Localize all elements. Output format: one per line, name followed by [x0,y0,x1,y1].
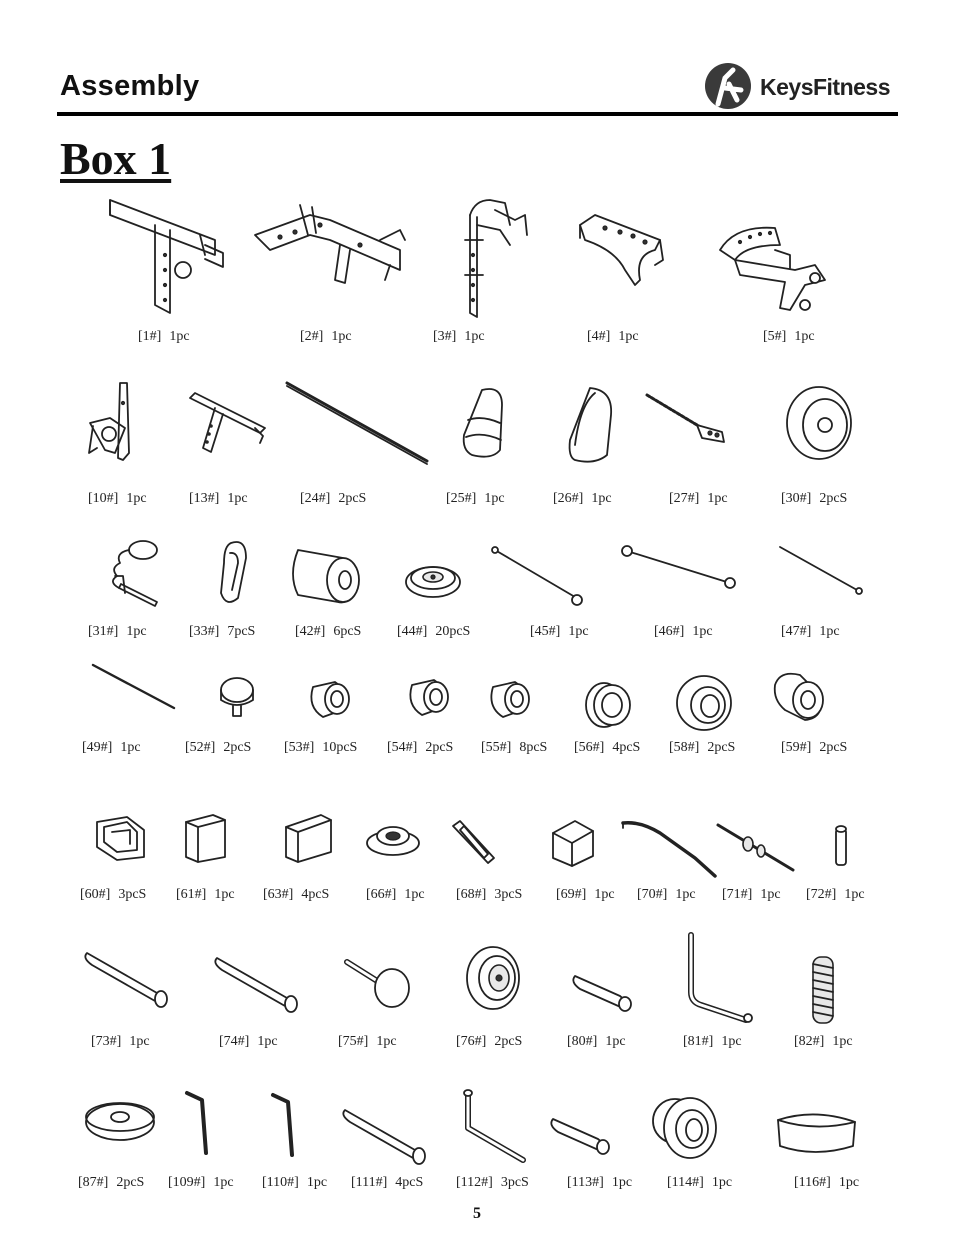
part-drawing [342,952,412,1008]
part-number: [3#] [433,329,457,344]
part-drawing [715,220,830,315]
part-quantity: 1pc [707,491,728,506]
part-quantity: 1pc [227,491,248,506]
part-quantity: 1pc [721,1034,742,1049]
part-caption [781,624,840,640]
part-number: [113#] [567,1175,604,1190]
part-quantity: 1pc [819,624,840,639]
part-number: [112#] [456,1175,493,1190]
part-number: [69#] [556,887,587,902]
part-drawing [810,952,836,1026]
part-caption [433,329,485,345]
part-quantity: 4pcS [612,740,641,755]
part-caption [189,624,255,640]
part-drawing [612,543,742,591]
part-caption [80,887,146,903]
part-number: [10#] [88,491,119,506]
part-quantity: 1pc [611,1175,633,1190]
part-quantity: 1pc [692,624,713,639]
part-caption [794,1175,859,1191]
part-quantity: 1pc [794,329,815,344]
part-drawing [212,950,300,1008]
part-quantity: 1pc [675,887,696,902]
part-number: [56#] [574,740,605,755]
part-number: [27#] [669,491,700,506]
part-number: [30#] [781,491,812,506]
part-drawing [550,818,595,868]
part-number: [49#] [82,740,113,755]
part-number: [110#] [262,1175,299,1190]
part-caption [637,887,696,903]
part-number: [82#] [794,1034,825,1049]
part-caption [530,624,589,640]
part-quantity: 3pcS [118,887,147,902]
part-caption [185,740,251,756]
part-quantity: 1pc [711,1175,733,1190]
part-drawing [455,195,530,320]
part-number: [66#] [366,887,397,902]
part-quantity: 1pc [404,887,425,902]
part-caption [446,491,505,507]
part-caption [794,1034,853,1050]
part-drawing [365,823,421,857]
part-number: [25#] [446,491,477,506]
part-number: [109#] [168,1175,206,1190]
part-number: [68#] [456,887,487,902]
part-drawing [288,540,366,605]
part-drawing [650,1096,722,1160]
part-caption [300,329,352,345]
part-caption [82,740,141,756]
part-caption [574,740,640,756]
brand-logo [703,60,903,112]
part-drawing [686,930,756,1028]
box-title: Box 1 [60,133,172,184]
brand-name: KeysFitness [760,74,891,100]
part-drawing [582,677,634,727]
part-caption [219,1034,278,1050]
part-caption [300,491,366,507]
part-drawing [458,1088,533,1166]
part-caption [295,624,361,640]
part-drawing [283,812,333,864]
part-quantity: 2pcS [223,740,252,755]
part-number: [76#] [456,1034,487,1049]
part-quantity: 3pcS [494,887,523,902]
part-quantity: 1pc [605,1034,626,1049]
part-quantity: 10pcS [322,740,358,755]
part-number: [47#] [781,624,812,639]
part-quantity: 1pc [484,491,505,506]
part-quantity: 1pc [376,1034,397,1049]
part-caption [587,329,639,345]
part-caption [351,1175,423,1191]
part-caption [456,1034,522,1050]
part-quantity: 1pc [844,887,865,902]
part-caption [567,1034,626,1050]
part-quantity: 1pc [838,1175,860,1190]
part-drawing [182,1088,216,1158]
part-caption [669,740,735,756]
part-quantity: 1pc [594,887,615,902]
part-number: [1#] [138,329,162,344]
part-number: [60#] [80,887,111,902]
part-number: [75#] [338,1034,369,1049]
part-quantity: 1pc [568,624,589,639]
part-drawing [775,1110,860,1156]
part-drawing [217,672,259,724]
part-drawing [105,195,225,315]
part-drawing [485,677,531,719]
part-quantity: 1pc [306,1175,328,1190]
part-caption [78,1175,144,1191]
part-number: [53#] [284,740,315,755]
part-caption [456,887,522,903]
part-drawing [832,824,850,868]
part-caption [456,1175,529,1191]
part-drawing [565,385,613,465]
part-quantity: 1pc [126,491,147,506]
part-drawing [92,812,147,862]
part-drawing [84,1100,156,1144]
part-drawing [642,390,730,445]
part-number: [52#] [185,740,216,755]
part-number: [55#] [481,740,512,755]
part-number: [26#] [553,491,584,506]
part-number: [5#] [763,329,787,344]
part-caption [553,491,612,507]
part-drawing [105,538,163,610]
part-drawing [675,673,733,731]
part-caption [263,887,329,903]
part-number: [33#] [189,624,220,639]
keysfitness-logo-icon [703,60,753,112]
part-drawing [405,560,461,598]
part-caption [763,329,815,345]
part-quantity: 1pc [169,329,190,344]
section-title: Assembly [60,70,200,102]
part-quantity: 1pc [126,624,147,639]
part-number: [13#] [189,491,220,506]
part-number: [54#] [387,740,418,755]
part-quantity: 2pcS [707,740,736,755]
part-caption [88,491,147,507]
part-number: [31#] [88,624,119,639]
part-drawing [82,945,174,1007]
part-number: [2#] [300,329,324,344]
part-quantity: 1pc [591,491,612,506]
part-drawing [575,210,670,290]
part-quantity: 1pc [214,887,235,902]
part-drawing [404,675,456,721]
part-number: [24#] [300,491,331,506]
part-drawing [340,1102,430,1164]
part-quantity: 1pc [331,329,352,344]
part-caption [138,329,190,345]
part-drawing [548,1107,610,1155]
part-number: [81#] [683,1034,714,1049]
part-caption [567,1175,632,1191]
part-number: [87#] [78,1175,109,1190]
part-quantity: 2pcS [116,1175,145,1190]
part-quantity: 1pc [760,887,781,902]
part-number: [59#] [781,740,812,755]
part-caption [683,1034,742,1050]
part-drawing [462,385,504,460]
part-drawing [183,812,229,864]
part-number: [111#] [351,1175,388,1190]
part-caption [91,1034,150,1050]
part-drawing [450,818,496,866]
part-number: [116#] [794,1175,831,1190]
part-drawing [88,660,178,712]
part-caption [654,624,713,640]
part-caption [284,740,357,756]
part-quantity: 2pcS [494,1034,523,1049]
part-drawing [713,820,798,875]
part-drawing [85,378,140,468]
part-drawing [465,945,523,1011]
part-caption [176,887,235,903]
part-drawing [250,195,410,285]
part-quantity: 1pc [213,1175,234,1190]
part-drawing [216,538,250,604]
part-caption [397,624,470,640]
part-quantity: 2pcS [819,491,848,506]
part-caption [806,887,865,903]
part-quantity: 7pcS [227,624,256,639]
part-quantity: 1pc [618,329,639,344]
part-quantity: 3pcS [500,1175,529,1190]
part-caption [168,1175,234,1191]
part-drawing [490,545,590,607]
part-caption [366,887,425,903]
part-number: [72#] [806,887,837,902]
part-quantity: 1pc [832,1034,853,1049]
part-caption [667,1175,732,1191]
part-number: [46#] [654,624,685,639]
part-drawing [620,818,720,880]
part-number: [73#] [91,1034,122,1049]
part-quantity: 6pcS [333,624,362,639]
part-quantity: 4pcS [395,1175,424,1190]
part-number: [74#] [219,1034,250,1049]
part-quantity: 1pc [257,1034,278,1049]
part-quantity: 1pc [129,1034,150,1049]
part-quantity: 4pcS [301,887,330,902]
part-number: [42#] [295,624,326,639]
part-number: [44#] [397,624,428,639]
part-drawing [775,542,865,597]
part-drawing [185,388,270,458]
part-number: [58#] [669,740,700,755]
part-caption [338,1034,397,1050]
part-drawing [305,677,353,721]
part-number: [114#] [667,1175,704,1190]
part-drawing [282,378,432,466]
part-caption [781,740,847,756]
part-quantity: 2pcS [338,491,367,506]
part-quantity: 8pcS [519,740,548,755]
header-divider [57,112,898,116]
part-drawing [268,1090,302,1160]
part-caption [669,491,728,507]
part-quantity: 20pcS [435,624,471,639]
part-number: [71#] [722,887,753,902]
part-quantity: 2pcS [425,740,454,755]
part-caption [387,740,453,756]
part-number: [63#] [263,887,294,902]
part-caption [722,887,781,903]
part-quantity: 1pc [464,329,485,344]
part-number: [70#] [637,887,668,902]
part-caption [481,740,547,756]
part-caption [781,491,847,507]
part-number: [61#] [176,887,207,902]
part-caption [189,491,248,507]
part-drawing [785,385,853,461]
part-caption [262,1175,327,1191]
part-quantity: 2pcS [819,740,848,755]
part-caption [556,887,615,903]
part-number: [45#] [530,624,561,639]
part-caption [88,624,147,640]
part-quantity: 1pc [120,740,141,755]
page-number: 5 [473,1205,481,1222]
part-number: [80#] [567,1034,598,1049]
part-drawing [770,670,828,722]
part-number: [4#] [587,329,611,344]
part-drawing [570,964,638,1014]
